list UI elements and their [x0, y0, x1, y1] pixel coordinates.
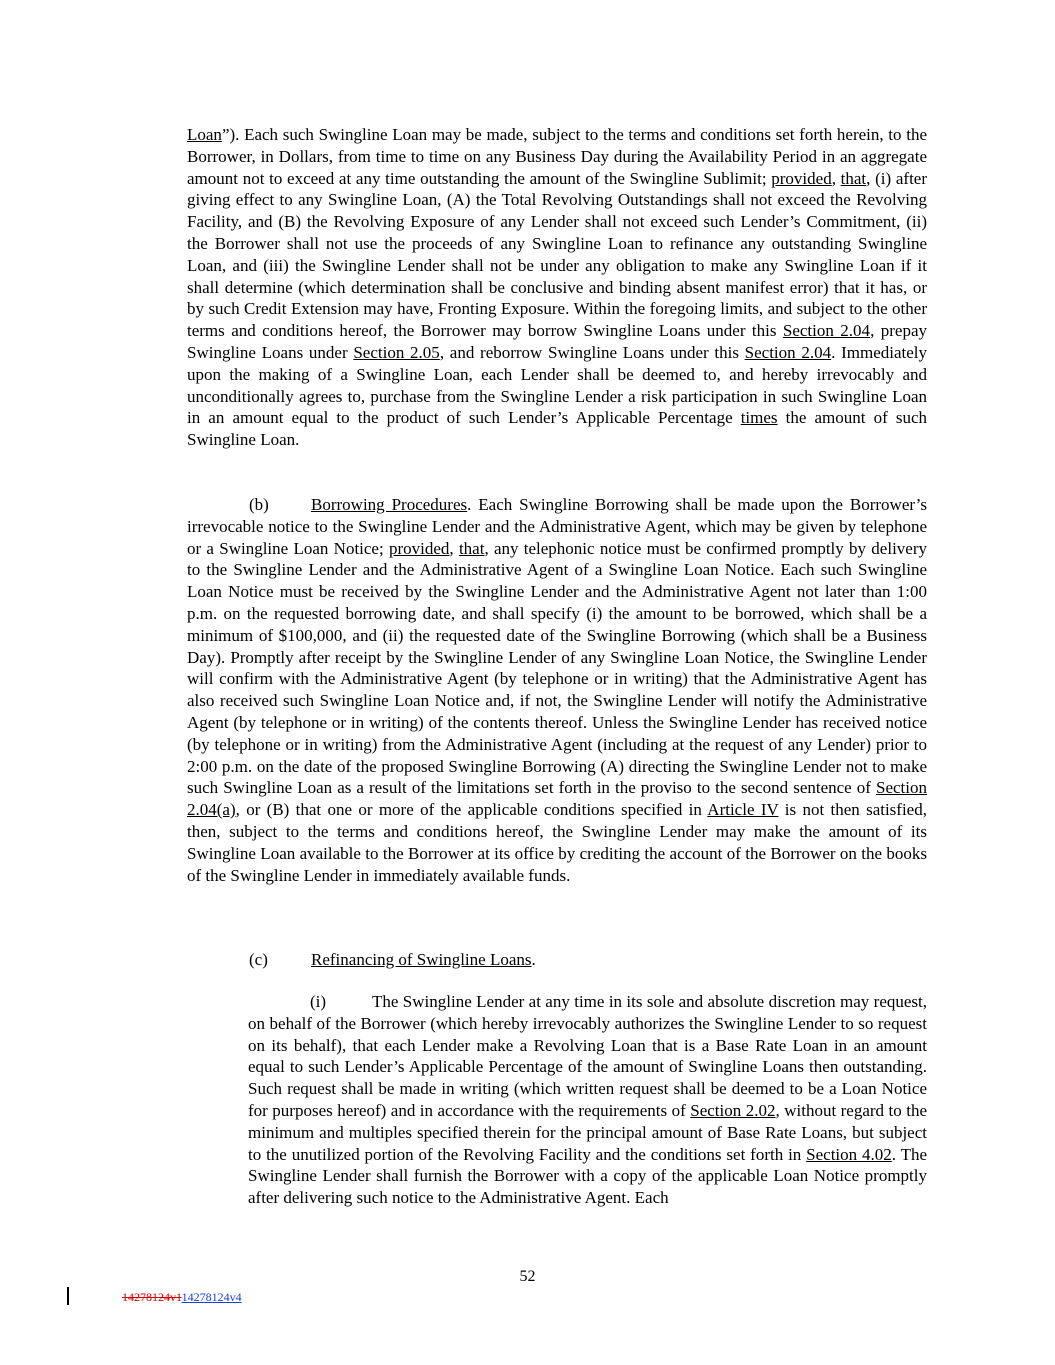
emphasis-term: times — [740, 408, 778, 428]
proviso-term: that — [458, 538, 485, 558]
document-id — [122, 1290, 242, 1305]
section-reference: Section 2.05 — [353, 342, 440, 362]
paragraph-c — [187, 949, 927, 971]
text-run: , (i) after giving effect to any Swingline Loan, (A) the Total Revolving Outstandings shall not exceed the Revolving Facility, and (B) the Revolving Exposure of any Lender shall not exceed such Lender’s Commitment, (ii) the Borrower shall not use the proceeds of any Swingline Loan to refinance any outstanding Swingline Loan, and (iii) the Swingline Lender shall not be under any obligation to make any Swingline Loan if it shall determine (which determination shall be conclusive and binding absent manifest error) that it has, or by such Credit Extension may have, Fronting Exposure. Within the foregoing limits, and subject to the other terms and conditions hereof, the Borrower may borrow Swingline Loans under this — [187, 168, 927, 341]
page-number: 52 — [519, 1268, 536, 1285]
proviso-term: that — [840, 168, 867, 188]
text-run: . The Swingline Lender shall furnish the Borrower with a copy of the applicable Loan Notice promptly after delivering such notice to the Administrative Agent. Each — [248, 1144, 928, 1208]
text-run: the amount of such Swingline Loan. — [187, 408, 927, 450]
text-run: , without regard to the minimum and multiples specified therein for the principal amount of Base Rate Loans, but subject to the unutilized portion of the Revolving Facility and the conditions set forth in — [248, 1100, 928, 1164]
paragraph-text — [248, 991, 927, 1209]
text-run: is not then satisfied, then, subject to the terms and conditions hereof, the Swingline Lender may make the amount of its Swingline Loan available to the Borrower at its office by crediting the account of the Borrower on the books of the Swingline Lender in immediately available funds. — [187, 800, 927, 885]
clause-label: (b) — [249, 495, 269, 514]
text-run: , — [449, 538, 459, 558]
section-reference: Section 2.04 — [744, 342, 832, 362]
proviso-term: provided — [388, 538, 450, 558]
paragraph-text — [187, 494, 927, 886]
text-run: , — [831, 168, 841, 188]
change-bar — [67, 1287, 69, 1305]
proviso-term: provided — [771, 168, 832, 188]
text-run: . — [531, 950, 536, 969]
paragraph-a-continuation — [187, 124, 927, 451]
clause-label: (c) — [249, 950, 268, 969]
inserted-doc-id: 14278124v4 — [181, 1290, 242, 1304]
section-reference: Section 2.04 — [782, 321, 871, 341]
clause-heading: Borrowing Procedures — [311, 495, 468, 514]
clause-heading: Refinancing of Swingline Loans — [311, 950, 532, 969]
paragraph-text — [187, 124, 927, 451]
text-run: The Swingline Lender at any time in its sole and absolute discretion may request, on behalf of the Borrower (which hereby irrevocably authorizes the Swingline Lender to so request on its behalf), that each Lender make a Revolving Loan that is a Base Rate Loan in an amount equal to such Lender’s Applicable Percentage of the amount of Swingline Loans then outstanding. Such request shall be made in writing (which written request shall be deemed to be a Loan Notice for purposes hereof) and in accordance with the requirements of — [248, 992, 927, 1120]
subparagraph-i — [248, 991, 927, 1209]
text-run: , or (B) that one or more of the applicable conditions specified in — [235, 800, 708, 820]
deleted-doc-id: 14278124v1 — [122, 1290, 182, 1304]
text-run: . Each Swingline Borrowing shall be made upon the Borrower’s irrevocable notice to the Swingline Lender and the Administrative Agent, which may be given by telephone or a Swingline Loan Notice; — [187, 495, 927, 558]
text-run: . Immediately upon the making of a Swingline Loan, each Lender shall be deemed to, and hereby irrevocably and unconditionally agrees to, purchase from the Swingline Lender a risk participation in such Swingline Loan in an amount equal to the product of such Lender’s Applicable Percentage — [187, 342, 927, 428]
article-reference: Article IV — [707, 800, 779, 820]
section-reference: Section 2.02 — [690, 1100, 776, 1120]
defined-term: Loan — [187, 125, 222, 144]
text-run: , and reborrow Swingline Loans under this — [439, 342, 745, 362]
paragraph-text — [187, 949, 927, 971]
paragraph-b — [187, 494, 927, 886]
clause-label: (i) — [310, 992, 327, 1011]
text-run: , any telephonic notice must be confirmed promptly by delivery to the Swingline Lender and the Administrative Agent of a Swingline Loan Notice. Each such Swingline Loan Notice must be received by the Swingline Lender and the Administrative Agent not later than 1:00 p.m. on the requested borrowing date, and shall specify (i) the amount to be borrowed, which shall be a minimum of $100,000, and (ii) the requested date of the Swingline Borrowing (which shall be a Business Day). Promptly after receipt by the Swingline Lender of any Swingline Loan Notice, the Swingline Lender will confirm with the Administrative Agent (by telephone or in writing) that the Administrative Agent has also received such Swingline Loan Notice and, if not, the Swingline Lender will notify the Administrative Agent (by telephone or in writing) of the contents thereof. Unless the Swingline Lender has received notice (by telephone or in writing) from the Administrative Agent (including at the request of any Lender) prior to 2:00 p.m. on the date of the proposed Swingline Borrowing (A) directing the Swingline Lender not to make such Swingline Loan as a result of the limitations set forth in the proviso to the second sentence of — [187, 538, 927, 798]
text-run: ”). Each such Swingline Loan may be made, subject to the terms and conditions set forth herein, to the Borrower, in Dollars, from time to time on any Business Day during the Availability Period in an aggregate amount not to exceed at any time outstanding the amount of the Swingline Sublimit; — [187, 125, 927, 188]
section-reference: Section 4.02 — [806, 1144, 892, 1164]
section-reference: Section 2.04(a) — [187, 778, 927, 820]
text-run: , prepay Swingline Loans under — [187, 321, 927, 362]
